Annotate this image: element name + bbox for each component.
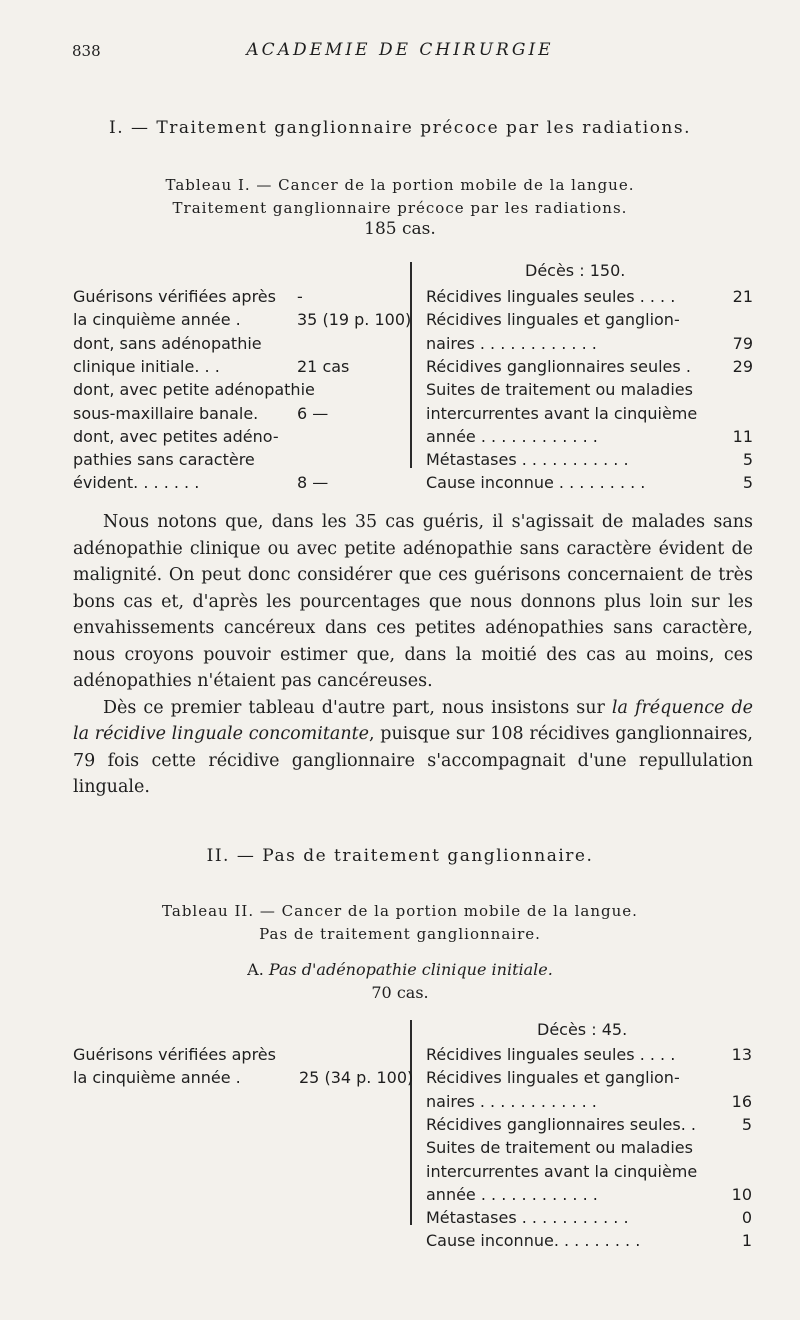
table-row-label: dont, avec petite adénopathie [73, 380, 315, 400]
table-row-label: Récidives linguales et ganglion- [426, 1068, 680, 1088]
table-row-value: 8 — [297, 473, 329, 493]
table-row-value: 5 [742, 450, 753, 470]
paragraph-2-emphasis: la fréquence de la récidive linguale concomitante [73, 697, 754, 744]
paragraph-1: Nous notons que, dans les 35 cas guéris, il s'agissait de malades sans adénopathie clinique ou avec petite adénopathie sans caractère évident de malignité. On peut donc considérer que ces guérisons concernaient de très bons cas et, d'après les pourcentages que nous donnons plus loin sur les envahissements cancéreux dans ces petites adénopathies sans caractère, nous croyons pouvoir estimer que, dans la moitié des cas au moins, ces adénopathies n'étaient pas cancéreuses. [73, 512, 753, 691]
table-row-value: 35 (19 p. 100) [297, 310, 412, 330]
table-row-label: intercurrentes avant la cinquième [426, 1161, 698, 1181]
table2-deaths: Décès : 45. [537, 1020, 628, 1039]
table-row-value: 5 [741, 1114, 752, 1134]
section1-heading: I. — Traitement ganglionnaire précoce par les radiations. [108, 118, 692, 138]
table-row-label: année . . . . . . . . . . . . [426, 426, 598, 446]
table-row-value: 16 [731, 1091, 752, 1111]
table1-title-line2: Traitement ganglionnaire précoce par les radiations. [172, 199, 628, 217]
table2-title-line2: Pas de traitement ganglionnaire. [259, 925, 541, 943]
table1-title-line1: Tableau I. — Cancer de la portion mobile de la langue. [165, 176, 635, 194]
table2-title-line1: Tableau II. — Cancer de la portion mobile de la langue. [162, 902, 638, 920]
table-row-label: la cinquième année . [73, 310, 241, 330]
table-row-label: naires . . . . . . . . . . . . [426, 333, 597, 353]
table-row-label: Cause inconnue. . . . . . . . . [426, 1231, 641, 1251]
table-row-label: intercurrentes avant la cinquième [426, 403, 698, 423]
table-row-value: 11 [732, 426, 753, 446]
section2-heading: II. — Pas de traitement ganglionnaire. [206, 846, 594, 866]
table-row-value: 29 [732, 356, 753, 376]
table2-subheading-letter: A. [247, 960, 264, 979]
table2-total: 70 cas. [371, 983, 429, 1002]
table1-divider [410, 262, 412, 468]
table-row-label: Métastases . . . . . . . . . . . [426, 1208, 629, 1228]
table-row-label: année . . . . . . . . . . . . [426, 1184, 598, 1204]
table-row-value: 10 [731, 1184, 752, 1204]
table-row-label: Guérisons vérifiées après [73, 287, 276, 306]
table-row-label: Récidives ganglionnaires seules. . [426, 1114, 696, 1134]
table-row-value: 21 cas [297, 356, 350, 376]
table1-total: 185 cas. [364, 219, 436, 239]
paragraph-2-after: , puisque sur 108 récidives ganglionnaires, 79 fois cette récidive ganglionnaire s'accompagnait d'une repullulation linguale. [73, 724, 753, 797]
table1-deaths: Décès : 150. [525, 261, 626, 280]
table-row-label: la cinquième année . [73, 1068, 241, 1088]
body-paragraphs [73, 509, 753, 801]
table-row-label: Récidives linguales seules . . . . [426, 287, 676, 306]
table-row-label: Récidives linguales et ganglion- [426, 310, 680, 330]
table-row-label: Récidives linguales seules . . . . [426, 1045, 676, 1064]
table2-subheading [0, 960, 800, 979]
table-row-value: 5 [742, 473, 753, 493]
table-row-value: 6 — [297, 403, 329, 423]
table-row-value: 0 [741, 1208, 752, 1228]
table-row-value: 21 [732, 287, 753, 306]
running-title: ACADEMIE DE CHIRURGIE [246, 40, 554, 60]
table-row-label: Métastases . . . . . . . . . . . [426, 450, 629, 470]
table-row-value: - [297, 287, 303, 306]
table-row-label: Guérisons vérifiées après [73, 1045, 276, 1064]
table-row-label: Suites de traitement ou maladies [426, 1138, 693, 1158]
table-row-label: dont, sans adénopathie [73, 333, 262, 353]
table-row-value: 13 [731, 1045, 752, 1064]
table-row-label: Suites de traitement ou maladies [426, 380, 693, 400]
table-row-label: Cause inconnue . . . . . . . . . [426, 473, 646, 493]
table-row-label: clinique initiale. . . [73, 356, 220, 376]
table-row-label: naires . . . . . . . . . . . . [426, 1091, 597, 1111]
table-row-label: Récidives ganglionnaires seules . [426, 356, 691, 376]
table-row-label: évident. . . . . . . [73, 473, 200, 493]
table-row-value: 79 [732, 333, 753, 353]
table-row-label: pathies sans caractère [73, 450, 255, 470]
table-row-label: dont, avec petites adéno- [73, 426, 279, 446]
paragraph-2-before: Dès ce premier tableau d'autre part, nous insistons sur [103, 697, 612, 718]
page-number: 838 [72, 42, 101, 60]
paragraph-2 [73, 695, 753, 801]
table-row-value: 1 [741, 1231, 752, 1251]
table-row-label: sous-maxillaire banale. [73, 403, 259, 423]
table-row-value: 25 (34 p. 100) [299, 1068, 414, 1088]
table2-divider [410, 1020, 412, 1225]
table2-subheading-text: Pas d'adénopathie clinique initiale. [268, 960, 553, 979]
